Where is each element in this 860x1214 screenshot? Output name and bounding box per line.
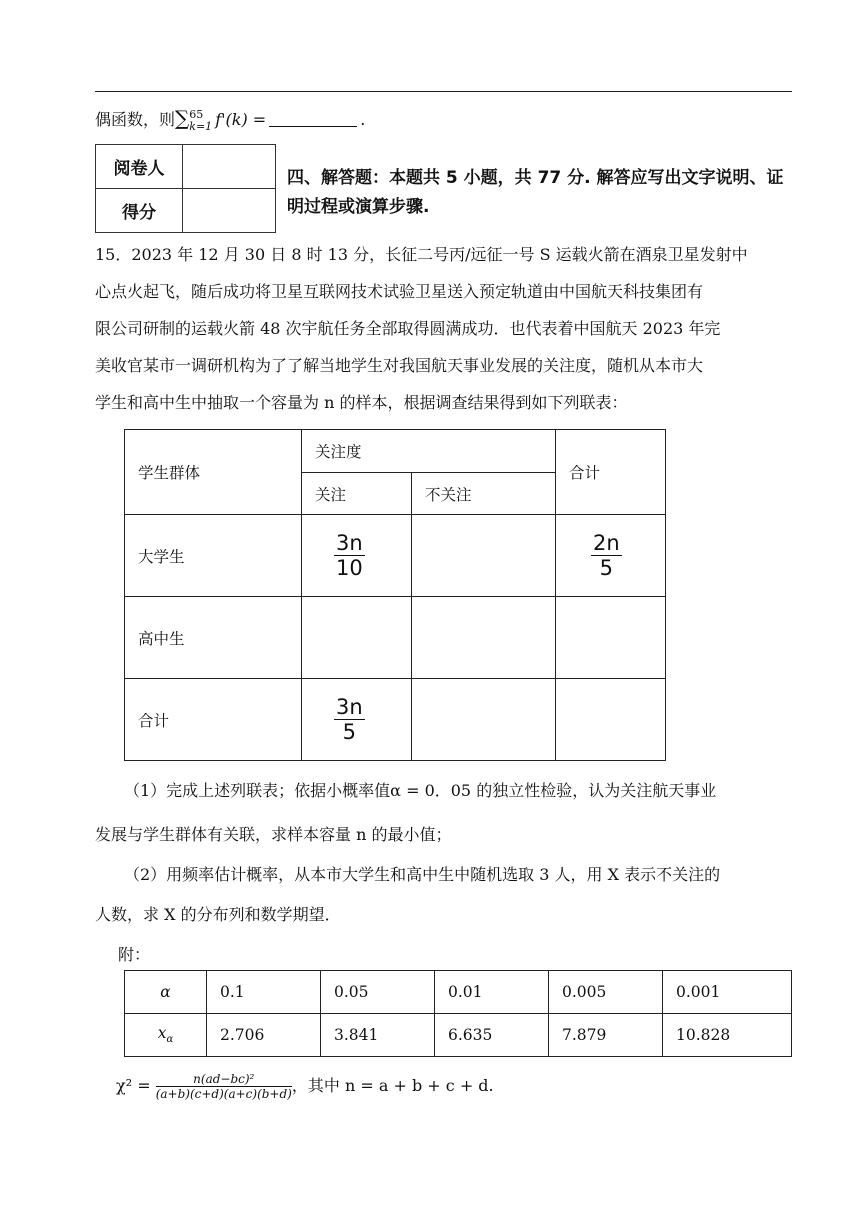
tail-suffix: . (360, 110, 366, 129)
question-1-line-2: 发展与学生群体有关联，求样本容量 n 的最小值； (95, 825, 452, 844)
formula-lhs: χ² = (116, 1076, 151, 1095)
question-2-line-1: （2）用频率估计概率，从本市大学生和高中生中随机选取 3 人，用 X 表示不关注的 (124, 865, 721, 884)
critical-value: 6.635 (435, 1014, 549, 1057)
reviewer-cell[interactable] (183, 145, 276, 189)
table-row (125, 597, 666, 679)
cell-attend[interactable] (302, 679, 412, 761)
reviewer-label: 阅卷人 (96, 145, 183, 189)
cell-total[interactable] (556, 679, 666, 761)
formula-suffix: ，其中 n = a + b + c + d. (291, 1076, 494, 1095)
problem-line: 心点火起飞，随后成功将卫星互联网技术试验卫星送入预定轨道由中国航天科技集团有 (95, 282, 704, 301)
answer-blank[interactable] (269, 110, 357, 127)
fraction-denominator: 5 (599, 556, 614, 580)
critical-value: 3.841 (321, 1014, 435, 1057)
header-rule (95, 91, 792, 92)
contingency-table (124, 429, 666, 761)
score-box (95, 144, 276, 233)
previous-question-tail (95, 106, 365, 133)
sum-body: f'(k) = (215, 110, 267, 129)
cell-attend[interactable] (302, 597, 412, 679)
sum-symbol: ∑ (175, 106, 190, 130)
cell-total[interactable] (556, 515, 666, 597)
fraction-numerator: 2n (593, 531, 620, 555)
row-label: 合计 (125, 679, 302, 761)
cell-total[interactable] (556, 597, 666, 679)
cell-attend[interactable] (302, 515, 412, 597)
tail-prefix: 偶函数，则 (95, 110, 176, 129)
alpha-header: α (125, 971, 207, 1014)
fraction (334, 695, 365, 744)
fraction-numerator: 3n (336, 531, 363, 555)
sub-header-attend: 关注 (302, 473, 412, 515)
question-2-line-2: 人数，求 X 的分布列和数学期望． (95, 905, 341, 924)
x-alpha-header (125, 1014, 207, 1057)
appendix-label: 附： (118, 945, 151, 964)
table-row (125, 515, 666, 597)
formula-denominator: (a+b)(c+d)(a+c)(b+d) (155, 1087, 292, 1101)
fraction-denominator: 10 (335, 556, 363, 580)
critical-value: 7.879 (549, 1014, 663, 1057)
critical-value: 10.828 (663, 1014, 792, 1057)
alpha-value: 0.01 (435, 971, 549, 1014)
table-row (125, 1014, 792, 1057)
group-header: 学生群体 (125, 430, 302, 515)
problem-line: 美收官某市一调研机构为了了解当地学生对我国航天事业发展的关注度，随机从本市大 (95, 356, 704, 375)
fraction-numerator: 3n (336, 695, 363, 719)
x-symbol: x (157, 1024, 167, 1043)
alpha-value: 0.1 (207, 971, 321, 1014)
sum-lower: k=1 (189, 119, 213, 133)
alpha-value: 0.001 (663, 971, 792, 1014)
formula-fraction (156, 1072, 292, 1101)
row-label: 大学生 (125, 515, 302, 597)
score-cell[interactable] (183, 189, 276, 233)
x-subscript: α (166, 1034, 174, 1046)
problem-line: 15．2023 年 12 月 30 日 8 时 13 分，长征二号丙/远征一号 S 运载火箭在酒泉卫星发射中 (95, 245, 748, 264)
score-label: 得分 (96, 189, 183, 233)
problem-line: 学生和高中生中抽取一个容量为 n 的样本，根据调查结果得到如下列联表： (95, 393, 628, 412)
cell-not-attend[interactable] (412, 679, 556, 761)
cell-not-attend[interactable] (412, 597, 556, 679)
question-1-line-1: （1）完成上述列联表；依据小概率值α = 0．05 的独立性检验，认为关注航天事业 (124, 781, 717, 800)
total-header: 合计 (556, 430, 666, 515)
problem-line: 限公司研制的运载火箭 48 次宇航任务全部取得圆满成功．也代表着中国航天 2023 年完 (95, 319, 721, 338)
alpha-value: 0.005 (549, 971, 663, 1014)
sub-header-not-attend: 不关注 (412, 473, 556, 515)
fraction-denominator: 5 (342, 720, 357, 744)
section-heading: 四、解答题：本题共 5 小题，共 77 分. 解答应写出文字说明、证明过程或演算步骤. (287, 168, 784, 217)
chi-square-formula (116, 1068, 494, 1104)
table-row (125, 679, 666, 761)
cell-not-attend[interactable] (412, 515, 556, 597)
attention-header: 关注度 (302, 430, 556, 473)
table-row (125, 971, 792, 1014)
critical-value-table (124, 970, 792, 1057)
sum-upper: 65 (189, 107, 204, 121)
fraction (334, 531, 365, 580)
problem-text (95, 236, 792, 421)
sum-limits (189, 109, 212, 133)
row-label: 高中生 (125, 597, 302, 679)
fraction (591, 531, 622, 580)
alpha-value: 0.05 (321, 971, 435, 1014)
formula-numerator: n(ad−bc)² (193, 1072, 255, 1086)
critical-value: 2.706 (207, 1014, 321, 1057)
